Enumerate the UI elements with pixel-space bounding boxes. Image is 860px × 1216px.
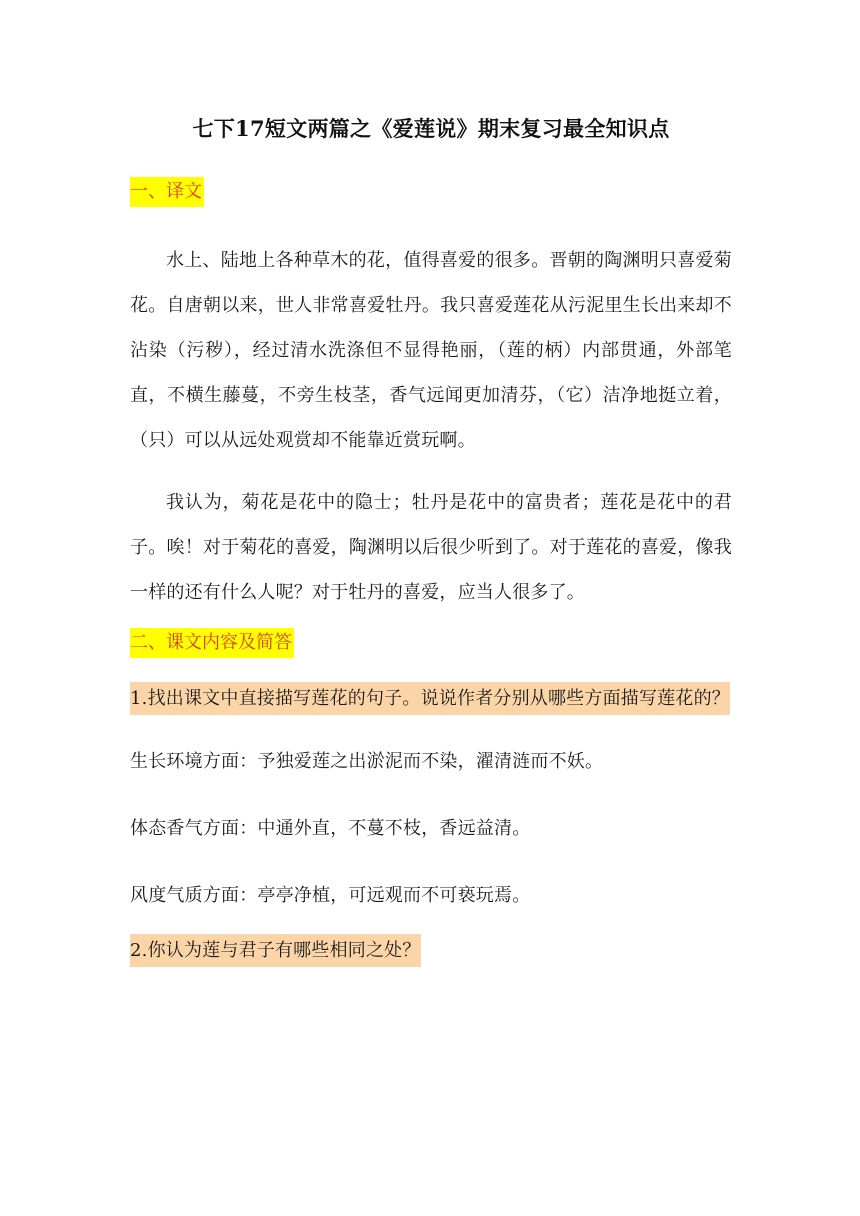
document-title: 七下17短文两篇之《爱莲说》期末复习最全知识点 [192,116,670,141]
question-2 [130,928,732,974]
question-2-text: 2.你认为莲与君子有哪些相同之处？ [130,934,421,967]
question-1 [130,676,732,722]
translation-paragraph-2: 我认为，菊花是花中的隐士；牡丹是花中的富贵者；莲花是花中的君子。唉！对于菊花的喜爱，陶渊明以后很少听到了。对于莲花的喜爱，像我一样的还有什么人呢？对于牡丹的喜爱，应当人很多了。 [130,492,732,603]
translation-paragraph-1: 水上、陆地上各种草木的花，值得喜爱的很多。晋朝的陶渊明只喜爱菊花。自唐朝以来，世人非常喜爱牡丹。我只喜爱莲花从污泥里生长出来却不沾染（污秽），经过清水洗涤但不显得艳丽，（莲的柄）内部贯通，外部笔直，不横生藤蔓，不旁生枝茎，香气远闻更加清芬，（它）洁净地挺立着，（只）可以从远处观赏却不能靠近赏玩啊。 [130,250,732,451]
answer-growth-environment: 生长环境方面：予独爱莲之出淤泥而不染，濯清涟而不妖。 [130,751,604,772]
section-heading-translation: 一、译文 [130,177,204,207]
question-1-text: 1.找出课文中直接描写莲花的句子。说说作者分别从哪些方面描写莲花的？ [130,682,730,715]
answer-demeanor-temperament: 风度气质方面：亭亭净植，可远观而不可亵玩焉。 [130,885,531,906]
section-heading-qa: 二、课文内容及简答 [130,628,294,658]
answer-form-fragrance: 体态香气方面：中通外直，不蔓不枝，香远益清。 [130,818,531,839]
